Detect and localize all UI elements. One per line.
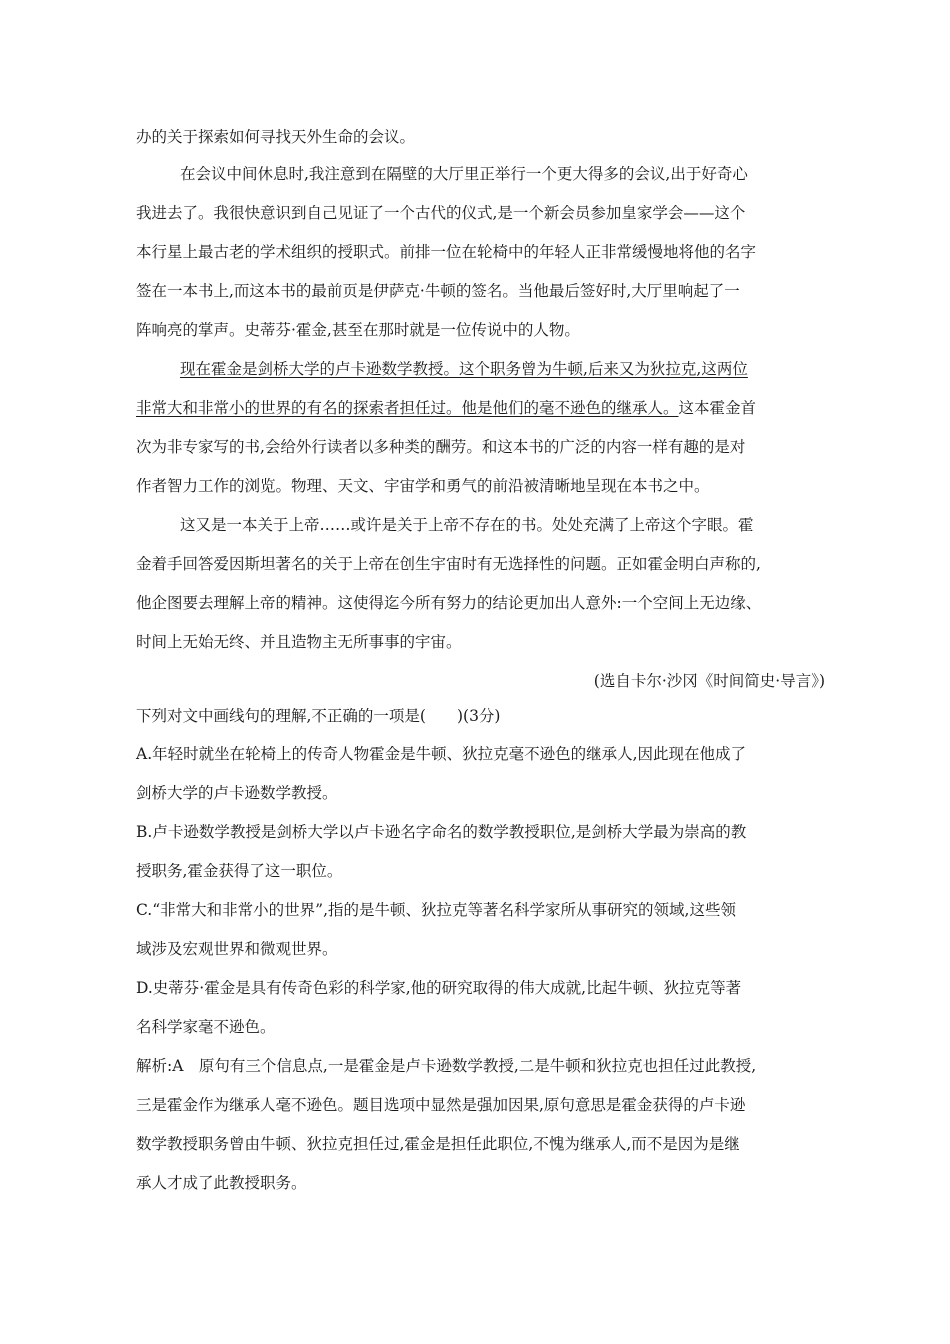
source-citation: (选自卡尔·沙冈《时间简史·导言》): [593, 672, 825, 690]
passage-line: 办的关于探索如何寻找天外生命的会议。: [136, 128, 416, 146]
option-b: B.卢卡逊数学教授是剑桥大学以卢卡逊名字命名的数学教授职位,是剑桥大学最为崇高的教: [136, 823, 747, 841]
passage-line: 他企图要去理解上帝的精神。这使得迄今所有努力的结论更加出人意外:一个空间上无边缘、: [136, 594, 762, 612]
passage-line: 时间上无始无终、并且造物主无所事事的宇宙。: [136, 633, 462, 651]
passage-line: 金着手回答爱因斯坦著名的关于上帝在创生宇宙时有无选择性的问题。正如霍金明白声称的,: [136, 555, 761, 573]
analysis-line: 三是霍金作为继承人毫不逊色。题目选项中显然是强加因果,原句意思是霍金获得的卢卡逊: [136, 1096, 746, 1114]
passage-line: 阵响亮的掌声。史蒂芬·霍金,甚至在那时就是一位传说中的人物。: [136, 321, 580, 339]
question-stem: 下列对文中画线句的理解,不正确的一项是( )(3分): [136, 707, 501, 725]
passage-text: 这本霍金首: [678, 399, 757, 417]
passage-line: 在会议中间休息时,我注意到在隔壁的大厅里正举行一个更大得多的会议,出于好奇心: [180, 165, 748, 183]
passage-line: 本行星上最古老的学术组织的授职式。前排一位在轮椅中的年轻人正非常缓慢地将他的名字: [136, 243, 757, 261]
option-a: A.年轻时就坐在轮椅上的传奇人物霍金是牛顿、狄拉克毫不逊色的继承人,因此现在他成了: [136, 745, 747, 763]
option-c-cont: 域涉及宏观世界和微观世界。: [136, 940, 338, 958]
option-d: D.史蒂芬·霍金是具有传奇色彩的科学家,他的研究取得的伟大成就,比起牛顿、狄拉克等著: [136, 979, 742, 997]
analysis-line: 承人才成了此教授职务。: [136, 1174, 307, 1192]
analysis-line: 数学教授职务曾由牛顿、狄拉克担任过,霍金是担任此职位,不愧为继承人,而不是因为是继: [136, 1135, 740, 1153]
underlined-sentence: 非常大和非常小的世界的有名的探索者担任过。他是他们的毫不逊色的继承人。: [136, 399, 679, 417]
analysis-line: 解析:A 原句有三个信息点,一是霍金是卢卡逊数学教授,二是牛顿和狄拉克也担任过此教授,: [136, 1057, 757, 1075]
option-c: C.“非常大和非常小的世界”,指的是牛顿、狄拉克等著名科学家所从事研究的领域,这些领: [136, 901, 736, 919]
passage-line: 签在一本书上,而这本书的最前页是伊萨克·牛顿的签名。当他最后签好时,大厅里响起了一: [136, 282, 740, 300]
passage-line: 次为非专家写的书,会给外行读者以多种类的酬劳。和这本书的广泛的内容一样有趣的是对: [136, 438, 746, 456]
underlined-sentence-line-2: [136, 397, 826, 419]
option-a-cont: 剑桥大学的卢卡逊数学教授。: [136, 784, 338, 802]
passage-line: 作者智力工作的浏览。物理、天文、宇宙学和勇气的前沿被清晰地呈现在本书之中。: [136, 477, 710, 495]
option-d-cont: 名科学家毫不逊色。: [136, 1018, 276, 1036]
option-b-cont: 授职务,霍金获得了这一职位。: [136, 862, 343, 880]
underlined-sentence: 现在霍金是剑桥大学的卢卡逊数学教授。这个职务曾为牛顿,后来又为狄拉克,这两位: [180, 360, 748, 378]
passage-line: 这又是一本关于上帝……或许是关于上帝不存在的书。处处充满了上帝这个字眼。霍: [180, 516, 754, 534]
passage-line: 我进去了。我很快意识到自己见证了一个古代的仪式,是一个新会员参加皇家学会——这个: [136, 204, 746, 222]
